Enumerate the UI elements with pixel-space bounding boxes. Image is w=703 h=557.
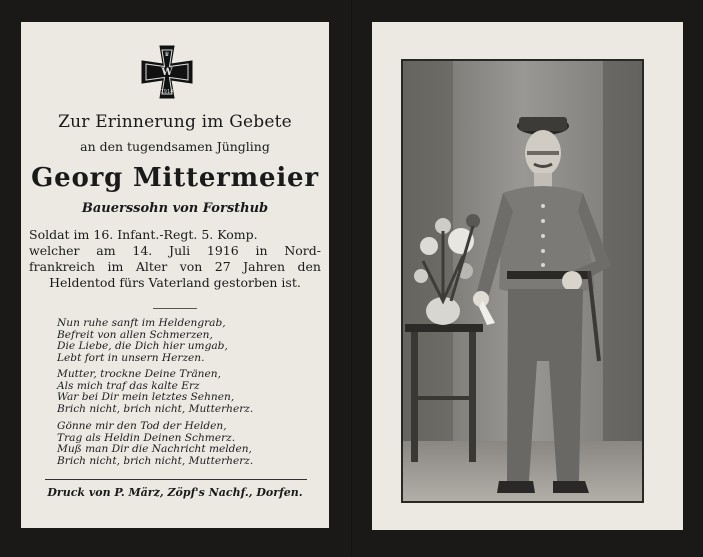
divider: [153, 308, 197, 309]
deceased-name: Georg Mittermeier: [31, 163, 319, 193]
soldier-portrait-photo: [401, 59, 644, 503]
printer-credit: Druck von P. März, Zöpf's Nachf., Dorfen.: [47, 486, 303, 499]
poem-line: Als mich traf das kalte Erz: [57, 379, 200, 392]
poem-line: Gönne mir den Tod der Helden,: [57, 420, 227, 432]
divider: [45, 479, 307, 480]
poem-stanza: [57, 318, 228, 364]
memorial-card-front: [0, 0, 351, 557]
poem-line: Lebt fort in unsern Herzen.: [57, 351, 205, 364]
poem-line: Muß man Dir die Nachricht melden,: [57, 443, 252, 456]
poem-stanza: [57, 421, 253, 467]
memorial-card-back: [352, 0, 703, 557]
poem-line: Brich nicht, brich nicht, Mutterherz.: [57, 402, 254, 415]
card-intro: an den tugendsamen Jüngling: [80, 139, 270, 154]
poem-line: War bei Dir mein letztes Sehnen,: [57, 391, 235, 404]
poem-line: Brich nicht, brich nicht, Mutterherz.: [57, 454, 254, 467]
card-paper: [372, 22, 683, 530]
card-paper: [21, 22, 329, 528]
portrait-illustration: [403, 61, 642, 501]
deceased-origin: Bauerssohn von Forsthub: [81, 201, 269, 216]
cross-year: 1914: [160, 89, 174, 95]
poem-line: Befreit von allen Schmerzen,: [57, 328, 213, 341]
card-title: Zur Erinnerung im Gebete: [58, 112, 292, 132]
svg-text:♛: ♛: [164, 51, 170, 58]
bio-line: Soldat im 16. Infant.-Regt. 5. Komp.: [29, 227, 258, 242]
iron-cross-icon: [140, 44, 194, 100]
bio-line: frankreich im Alter von 27 Jahren den: [29, 259, 321, 274]
poem-line: Die Liebe, die Dich hier umgab,: [57, 340, 228, 353]
poem-line: Mutter, trockne Deine Tränen,: [57, 368, 221, 380]
poem-line: Trag als Heldin Deinen Schmerz.: [57, 431, 236, 444]
poem-stanza: [57, 369, 253, 415]
bio-line: welcher am 14. Juli 1916 in Nord-: [29, 243, 321, 258]
poem-line: Nun ruhe sanft im Heldengrab,: [57, 317, 226, 329]
bio-line: Heldentod fürs Vaterland gestorben ist.: [49, 275, 301, 290]
cross-letter: W: [161, 67, 173, 78]
